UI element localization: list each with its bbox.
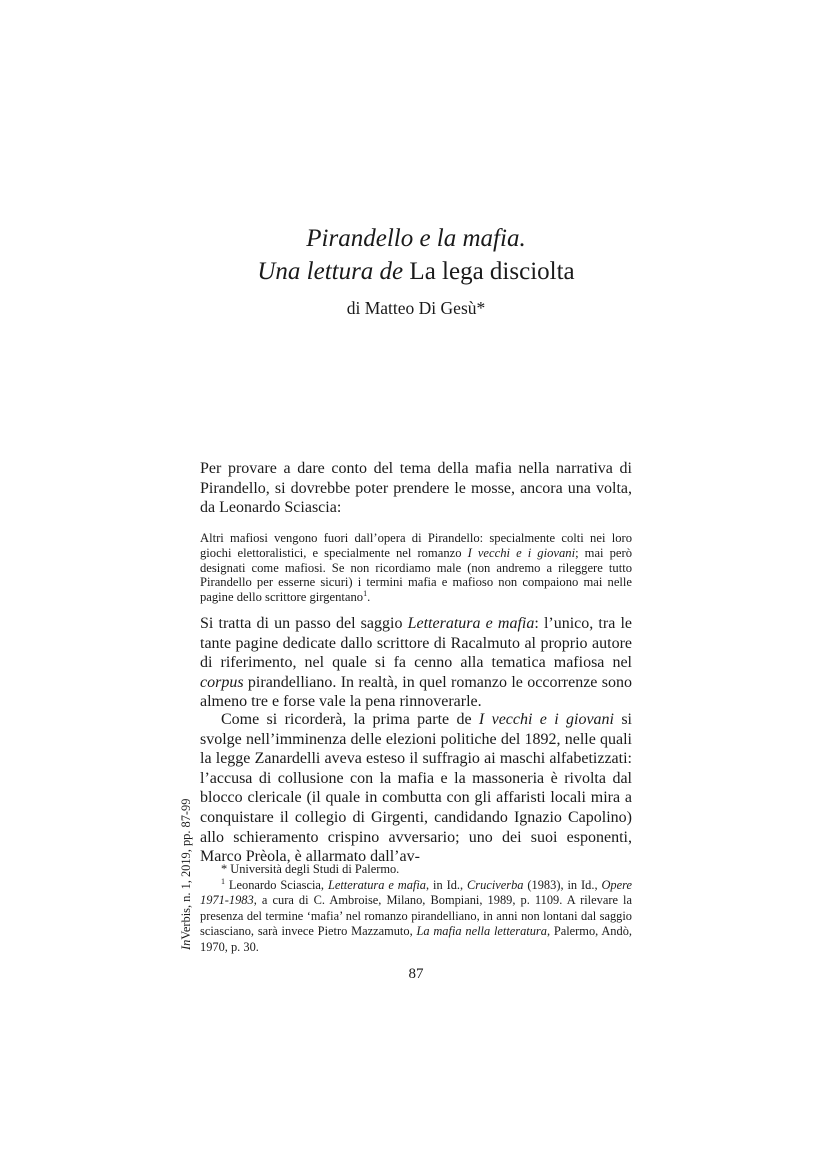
quote-text-cont: ; mai però designati come mafiosi. Se non ricordiamo male (non andremo a rileggere tutto Pirandello per esserne sicuri) i termini mafia e mafioso non compaiono mai nelle pagine dello scrittore girgentano <box>200 545 633 605</box>
author-footnote-mark[interactable]: * <box>476 298 486 318</box>
author-line <box>200 298 632 319</box>
p3-text: Come si ricorderà, la prima parte de <box>221 711 479 728</box>
author-name: di Matteo Di Gesù <box>346 298 477 318</box>
p3-text-cont: si svolge nell’imminenza delle elezioni politiche del 1892, nelle quali la legge Zanardelli aveva esteso il suffragio ai maschi alfabetizzati: l’accusa di collusione con la mafia e la massoneria è rivolta dal blocco clericale (il quale in combutta con gli affaristi locali mira a conquistare il collegio di Girgenti, candidando Ignazio Capolino) allo schieramento crispino avversario; uno dei suoi esponenti, Marco Prèola, è allarmato dall’av- <box>200 711 632 866</box>
p2-text: Si tratta di un passo del saggio <box>200 615 408 632</box>
fn1-text-4: , a cura di C. Ambroise, Milano, Bompiani, 1989, p. 1109. A rilevare la presenza del termine ‘mafia’ nel romanzo pirandelliano, in anni non lontani dal saggio sciasciano, sarà invece Pietro Mazzamuto, <box>200 893 632 939</box>
paragraph-2 <box>200 614 632 712</box>
p2-corpus-term: corpus <box>200 673 244 691</box>
fn1-title-2: Cruciverba <box>467 877 524 892</box>
article-subtitle <box>200 255 632 288</box>
journal-issue: Verbis, n. 1, 2019, pp. 87-99 <box>179 798 193 940</box>
footnote-ref-1[interactable]: 1 <box>363 589 368 598</box>
paragraph-3 <box>200 710 632 867</box>
journal-name-italic: In <box>179 939 193 950</box>
fn1-title-4: La mafia nella letteratura <box>416 924 547 939</box>
footnote-star: * Università degli Studi di Palermo. <box>221 862 400 876</box>
p2-text-cont: : l’unico, tra le tante pagine dedicate dallo scrittore di Racalmuto al proprio autore di riferimento, nel quale si fa cenno alla tematica mafiosa nel <box>200 615 633 672</box>
fn1-title-1: Letteratura e mafia <box>327 877 426 892</box>
quote-work-title: I vecchi e i giovani <box>467 545 576 560</box>
p2-work-title: Letteratura e mafia <box>407 615 535 632</box>
fn1-text-5: , Palermo, Andò, 1970, p. 30. <box>200 924 632 954</box>
article-title: Pirandello e la mafia. <box>306 225 526 252</box>
footnote-1 <box>200 878 632 956</box>
quote-text: Altri mafiosi vengono fuori dall’opera di Pirandello: specialmente colti nei loro giochi elettoralistici, e specialmente nel romanzo <box>200 531 632 560</box>
paragraph-intro: Per provare a dare conto del tema della mafia nella narrativa di Pirandello, si dovrebbe poter prendere le mosse, ancora una volta, da Leonardo Sciascia: <box>200 460 632 517</box>
fn1-text-3: (1983), in Id., <box>523 877 602 892</box>
subtitle-italic: Una lettura de <box>257 258 404 285</box>
footnotes <box>200 862 632 956</box>
quote-end: . <box>367 590 371 605</box>
block-quote <box>200 531 632 605</box>
p3-work-title: I vecchi e i giovani <box>478 711 614 728</box>
subtitle-work-title: La lega disciolta <box>403 258 575 285</box>
fn1-text: Leonardo Sciascia, <box>225 877 328 892</box>
page-number: 87 <box>408 966 424 982</box>
p2-text-end: pirandelliano. In realtà, in quel romanzo le occorrenze sono almeno tre e forse vale la pena rinnoverarle. <box>200 673 632 711</box>
fn1-text-2: , in Id., <box>426 877 468 892</box>
title-block <box>200 222 632 319</box>
journal-citation <box>179 799 194 950</box>
fn1-title-3: Opere 1971-1983 <box>200 877 632 908</box>
footnote-1-mark: 1 <box>221 876 225 886</box>
